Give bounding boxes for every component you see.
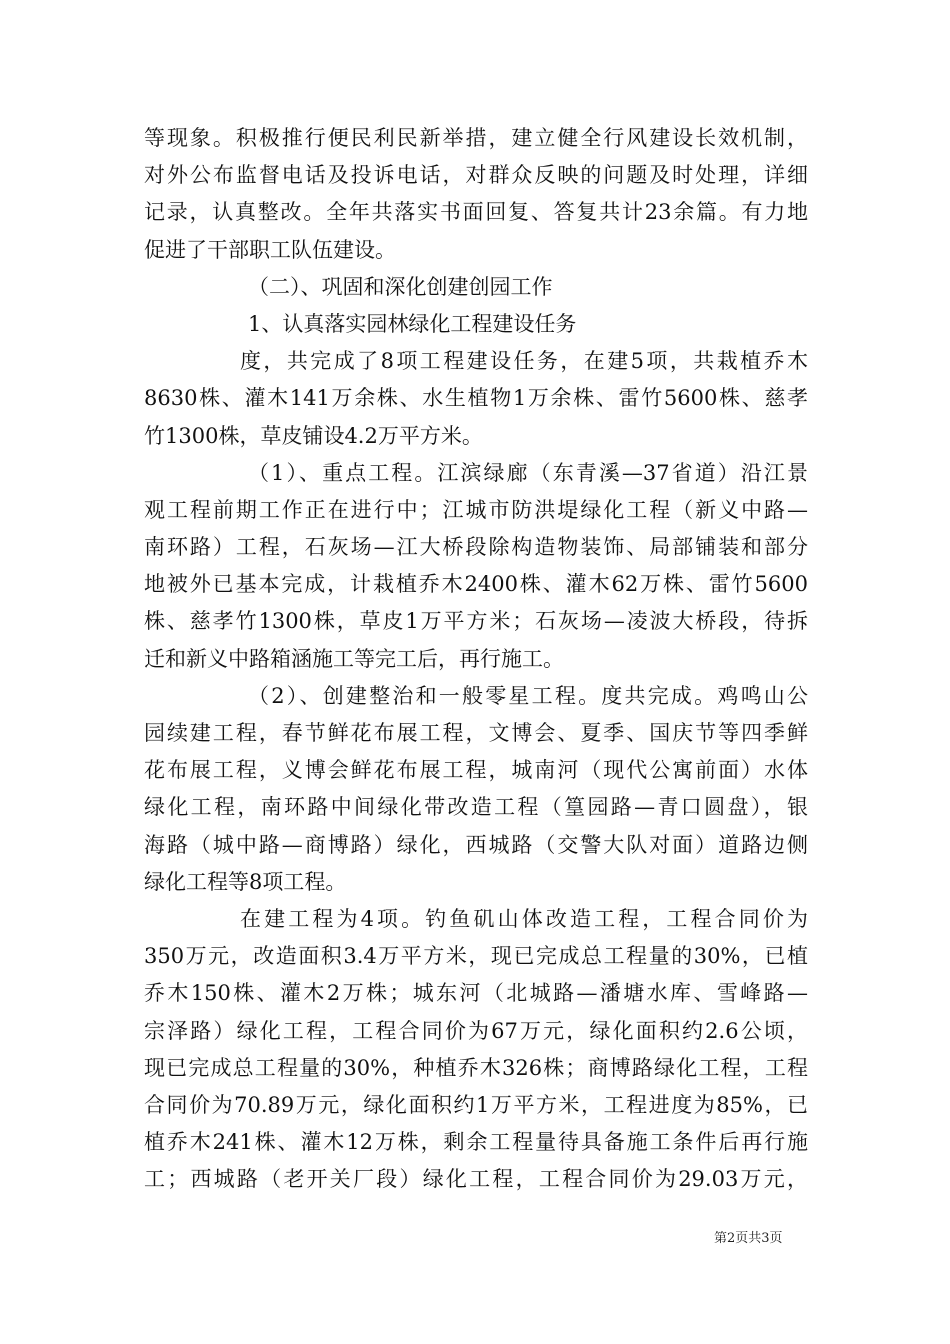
text-line: 南环路）工程，石灰场—江大桥段除构造物装饰、局部铺装和部分 bbox=[144, 535, 808, 560]
text-line: 竹1300株，草皮铺设4.2万平方米。 bbox=[144, 423, 483, 448]
text-line: 8630株、灌木141万余株、水生植物1万余株、雷竹5600株、慈孝 bbox=[144, 386, 808, 411]
text-line: 度，共完成了8项工程建设任务，在建5项，共栽植乔木 bbox=[240, 349, 808, 374]
text-line: 等现象。积极推行便民利民新举措，建立健全行风建设长效机制， bbox=[144, 126, 808, 150]
text-line: （1）、重点工程。江滨绿廊（东青溪—37省道）沿江景 bbox=[248, 460, 808, 485]
document-body bbox=[144, 120, 808, 1198]
text-line: 地被外已基本完成，计栽植乔木2400株、灌木62万株、雷竹5600 bbox=[144, 572, 808, 597]
text-line: 在建工程为4项。钓鱼矶山体改造工程，工程合同价为 bbox=[240, 906, 808, 931]
text-line: 迁和新义中路箱涵施工等完工后，再行施工。 bbox=[144, 646, 564, 671]
text-line: 工；西城路（老开关厂段）绿化工程，工程合同价为29.03万元， bbox=[144, 1167, 808, 1192]
text-line: 园续建工程，春节鲜花布展工程，文博会、夏季、国庆节等四季鲜 bbox=[144, 721, 808, 745]
text-line: 合同价为70.89万元，绿化面积约1万平方米，工程进度为85%，已 bbox=[144, 1092, 808, 1117]
text-line: 绿化工程等8项工程。 bbox=[144, 869, 347, 894]
text-line: 对外公布监督电话及投诉电话，对群众反映的问题及时处理，详细 bbox=[144, 163, 808, 188]
text-line: 乔木150株、灌木2万株；城东河（北城路—潘塘水库、雪峰路— bbox=[144, 981, 808, 1006]
text-line: 花布展工程，义博会鲜花布展工程，城南河（现代公寓前面）水体 bbox=[144, 758, 808, 783]
text-line: 海路（城中路—商博路）绿化，西城路（交警大队对面）道路边侧 bbox=[144, 832, 808, 857]
text-line: （2）、创建整治和一般零星工程。度共完成。鸡鸣山公 bbox=[248, 683, 808, 708]
text-line: 植乔木241株、灌木12万株，剩余工程量待具备施工条件后再行施 bbox=[144, 1130, 808, 1155]
text-line: 350万元，改造面积3.4万平方米，现已完成总工程量的30%，已植 bbox=[144, 944, 808, 969]
subsection-heading: 1、认真落实园林绿化工程建设任务 bbox=[248, 311, 577, 336]
text-line: 绿化工程，南环路中间绿化带改造工程（篁园路—青口圆盘），银 bbox=[144, 795, 808, 820]
text-line: 观工程前期工作正在进行中；江城市防洪堤绿化工程（新义中路— bbox=[144, 497, 808, 522]
section-heading: （二）、巩固和深化创建创园工作 bbox=[248, 274, 553, 299]
text-line: 促进了干部职工队伍建设。 bbox=[144, 237, 396, 262]
page-number-footer: 第2页共3页 bbox=[714, 1231, 783, 1246]
text-line: 现已完成总工程量的30%，种植乔木326株；商博路绿化工程，工程 bbox=[144, 1055, 808, 1080]
text-line: 记录，认真整改。全年共落实书面回复、答复共计23余篇。有力地 bbox=[144, 200, 808, 225]
text-line: 宗泽路）绿化工程，工程合同价为67万元，绿化面积约2.6公顷， bbox=[144, 1018, 808, 1043]
text-line: 株、慈孝竹1300株，草皮1万平方米；石灰场—凌波大桥段，待拆 bbox=[144, 609, 808, 634]
